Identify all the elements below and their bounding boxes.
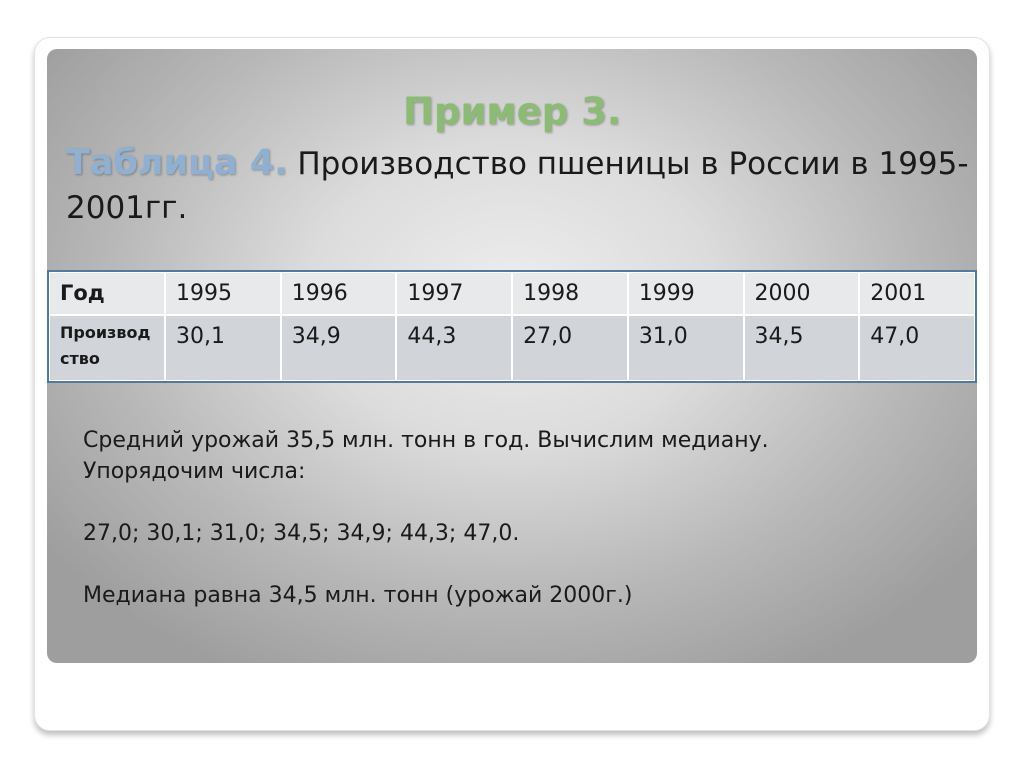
value-cell: 27,0 [512,315,628,381]
value-cell: 31,0 [628,315,744,381]
value-cell: 44,3 [396,315,512,381]
year-cell: 1999 [628,272,744,315]
body-sorted-values: 27,0; 30,1; 31,0; 34,5; 34,9; 44,3; 47,0. [83,521,520,546]
year-cell: 2000 [744,272,860,315]
year-cell: 1996 [281,272,397,315]
row-header-production: Производство [49,315,165,381]
body-line-average: Средний урожай 35,5 млн. тонн в год. Вычислим медиану. [83,428,769,453]
value-cell: 34,9 [281,315,397,381]
slide-heading: Пример 3. [403,90,621,133]
row-header-year: Год [49,272,165,315]
table-caption [66,141,976,230]
year-cell: 2001 [859,272,975,315]
table-caption-text: Производство пшеницы в России в 1995-2001гг. [66,146,969,226]
value-cell: 34,5 [744,315,860,381]
value-cell: 47,0 [859,315,975,381]
value-cell: 30,1 [165,315,281,381]
slide-body [83,425,963,611]
year-cell: 1997 [396,272,512,315]
wheat-production-table [48,271,976,382]
table-row-years [49,272,975,315]
body-line-sort: Упорядочим числа: [83,459,306,484]
table-caption-number: Таблица 4. [66,143,288,183]
year-cell: 1995 [165,272,281,315]
body-median-conclusion: Медиана равна 34,5 млн. тонн (урожай 2000г.) [83,583,633,608]
table-row-production [49,315,975,381]
year-cell: 1998 [512,272,628,315]
